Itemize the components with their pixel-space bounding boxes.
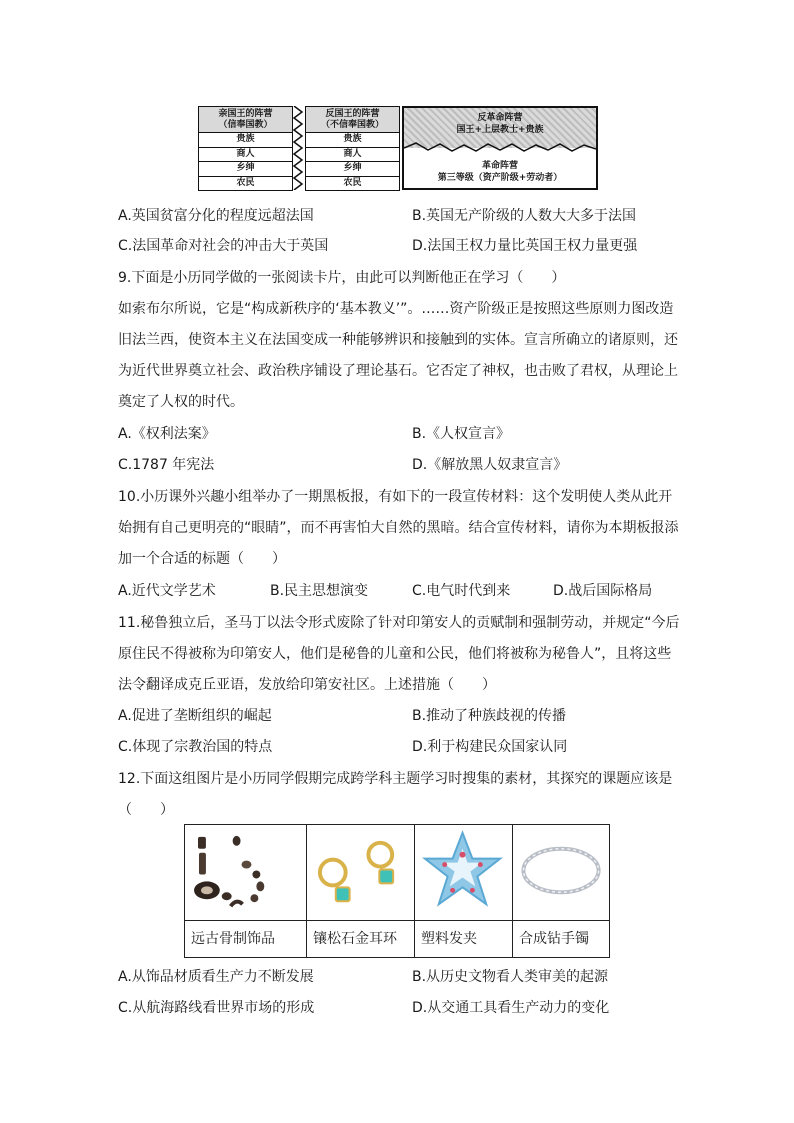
- wavy-divider: [404, 142, 596, 156]
- q11-option-b[interactable]: B.推动了种族歧视的传播: [412, 708, 567, 724]
- q9-stem: 9.下面是小历同学做的一张阅读卡片，由此可以判断他正在学习（ ）: [118, 270, 566, 286]
- bone-ornament-image: [185, 825, 306, 921]
- q9-option-a[interactable]: A.《权利法案》: [118, 426, 216, 442]
- q8-option-d[interactable]: D.法国王权力量比英国王权力量更强: [412, 238, 638, 254]
- q9-passage-line: 旧法兰西，使资本主义在法国变成一种能够辨识和接触到的实体。宣言所确立的诸原则，还: [118, 332, 678, 348]
- q10-stem-line: 始拥有自己更明亮的“眼睛”，而不再害怕大自然的黑暗。结合宣传材料，请你为本期板报添: [118, 520, 679, 536]
- q11-stem-line: 原住民不得被称为印第安人，他们是秘鲁的儿童和公民，他们将被称为秘鲁人”，且将这些: [118, 646, 672, 662]
- anti-king-header: 反国王的阵营 （不信奉国教）: [306, 107, 399, 133]
- q9-passage-line: 为近代世界奠立社会、政治秩序铺设了理论基石。它否定了神权，也击败了君权，从理论上: [118, 363, 678, 379]
- q12-option-d[interactable]: D.从交通工具看生产动力的变化: [412, 1000, 610, 1016]
- plastic-hairclip-image: [415, 825, 512, 921]
- q11-stem-line: 法令翻译成克丘亚语，发放给印第安社区。上述措施（ ）: [118, 677, 496, 693]
- caption-plastic-hairclip: 塑料发夹: [421, 931, 477, 947]
- cell-bone-ornament: [185, 825, 307, 957]
- q11-stem-line: 11.秘鲁独立后，圣马丁以法令形式废除了针对印第安人的贡赋制和强制劳动，并规定“今后: [118, 615, 680, 631]
- q12-stem-line: （ ）: [118, 802, 174, 818]
- table-row: 乡绅: [306, 162, 399, 177]
- table-row: 商人: [199, 148, 292, 163]
- q12-option-c[interactable]: C.从航海路线看世界市场的形成: [118, 1000, 315, 1016]
- caption-bone-ornament: 远古骨制饰品: [191, 931, 275, 947]
- table-row: 乡绅: [199, 162, 292, 177]
- q10-option-b[interactable]: B.民主思想演变: [270, 583, 369, 599]
- pro-king-header: 亲国王的阵营 （信奉国教）: [199, 107, 292, 133]
- q8-option-b[interactable]: B.英国无产阶级的人数大大多于法国: [412, 208, 637, 224]
- q9-option-c[interactable]: C.1787 年宪法: [118, 457, 215, 473]
- revolution-label: 革命阵营 第三等级（资产阶级+劳动者）: [437, 161, 563, 183]
- q11-option-c[interactable]: C.体现了宗教治国的特点: [118, 739, 273, 755]
- q10-option-c[interactable]: C.电气时代到来: [412, 583, 511, 599]
- gold-earring-image: [307, 825, 414, 921]
- counter-revolution-label: 反革命阵营 国王+上层教士+贵族: [456, 113, 544, 135]
- q9-option-b[interactable]: B.《人权宣言》: [412, 426, 511, 442]
- q8-option-c[interactable]: C.法国革命对社会的冲击大于英国: [118, 238, 329, 254]
- cell-plastic-hairclip: [415, 825, 513, 957]
- table-row: 农民: [236, 177, 255, 188]
- cell-gold-earring: [307, 825, 415, 957]
- caption-gold-earring: 镶松石金耳环: [313, 931, 397, 947]
- q10-stem-line: 10.小历课外兴趣小组举办了一期黑板报，有如下的一段宣传材料：这个发明使人类从此开: [118, 489, 673, 505]
- table-row: 贵族: [306, 133, 399, 148]
- cell-synthetic-bracelet: [513, 825, 609, 957]
- q12-option-b[interactable]: B.从历史文物看人类审美的起源: [412, 969, 609, 985]
- table-row: 商人: [306, 148, 399, 163]
- q8-option-a[interactable]: A.英国贫富分化的程度远超法国: [118, 208, 314, 224]
- q9-passage-line: 如索布尔所说，它是“构成新秩序的‘基本教义’”。……资产阶级正是按照这些原则力图改造: [118, 301, 674, 317]
- zigzag-divider: [292, 106, 304, 190]
- revolution-camp-figure: [198, 106, 598, 192]
- table-row: 贵族: [199, 133, 292, 148]
- france-camp-box: [402, 106, 598, 190]
- q10-stem-line: 加一个合适的标题（ ）: [118, 551, 286, 567]
- jewelry-image-table: [184, 824, 610, 958]
- q9-option-d[interactable]: D.《解放黑人奴隶宣言》: [412, 457, 568, 473]
- table-row: 农民: [343, 177, 362, 188]
- q12-stem-line: 12.下面这组图片是小历同学假期完成跨学科主题学习时搜集的素材，其探究的课题应该是: [118, 771, 673, 787]
- anti-king-table: [305, 106, 400, 191]
- q10-option-d[interactable]: D.战后国际格局: [553, 583, 653, 599]
- q9-passage-line: 奠定了人权的时代。: [118, 394, 244, 410]
- pro-king-table: [198, 106, 293, 191]
- synthetic-bracelet-image: [513, 825, 609, 921]
- caption-synthetic-bracelet: 合成钻手镯: [519, 931, 589, 947]
- q10-option-a[interactable]: A.近代文学艺术: [118, 583, 216, 599]
- q11-option-a[interactable]: A.促进了垄断组织的崛起: [118, 708, 272, 724]
- q11-option-d[interactable]: D.利于构建民众国家认同: [412, 739, 568, 755]
- q12-option-a[interactable]: A.从饰品材质看生产力不断发展: [118, 969, 314, 985]
